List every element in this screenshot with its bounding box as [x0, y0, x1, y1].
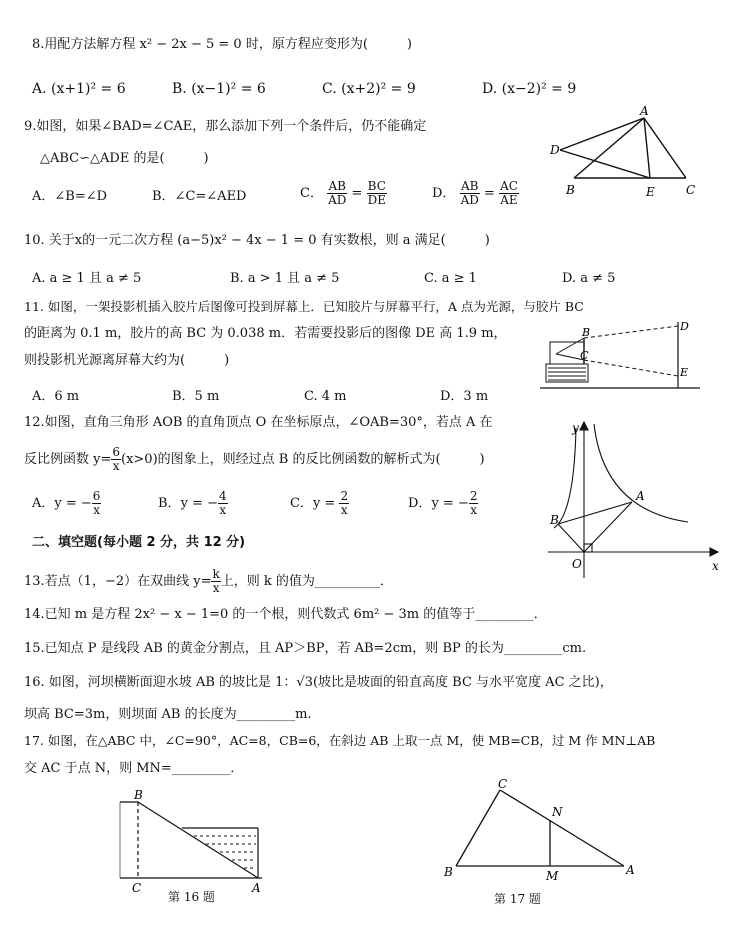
fig-16-label-b: B [134, 788, 143, 802]
q10-option-a: A. a ≥ 1 且 a ≠ 5 [32, 271, 142, 286]
q9-option-c-frac-1: $\frac{AB}{AD}$ [328, 179, 347, 207]
fig-17-label-n: N [552, 805, 563, 819]
q15: 15.已知点 P 是线段 AB 的黄金分割点，且 AP＞BP，若 AB=2cm，则 BP 的长为_________cm. [24, 641, 587, 656]
q10-option-c: C. a ≥ 1 [424, 271, 477, 286]
q10-stem: 10. 关于x的一元二次方程 (a−5)x² − 4x − 1 = 0 有实数根，则 a 满足( ) [24, 233, 490, 248]
q11-line-2: 的距离为 0.1 m，胶片的高 BC 为 0.038 m．若需要投影后的图像 DE 高 1.9 m， [24, 326, 507, 341]
q9-fig-label-c: C [686, 183, 696, 197]
q12-figure [548, 418, 724, 580]
fig-17-label-m: M [546, 869, 559, 883]
q12-option-b: B．y = − $\frac{4}{x}$ [158, 489, 227, 517]
q11-option-b: B．5 m [172, 389, 220, 404]
q12-fig-label-y: y [572, 421, 579, 435]
fig-17 [440, 776, 640, 884]
q13-frac: $\frac{k}{x}$ [212, 567, 220, 595]
q9-option-c-equals: = [351, 186, 363, 201]
q17-line-1: 17. 如图，在△ABC 中，∠C=90°，AC=8，CB=6，在斜边 AB 上取一点 M，使 MB=CB，过 M 作 MN⊥AB [24, 733, 656, 748]
q12-option-c: C．y = $\frac{2}{x}$ [290, 489, 349, 517]
q9-option-d-frac-1: $\frac{AB}{AD}$ [460, 179, 479, 207]
q9-option-b: B．∠C=∠AED [152, 189, 247, 204]
q17-line-2: 交 AC 于点 N，则 MN=_________． [24, 761, 244, 776]
q14: 14.已知 m 是方程 2x² − x − 1=0 的一个根，则代数式 6m² − 3m 的值等于_________． [24, 607, 547, 622]
q11-line-3: 则投影机光源离屏幕大约为( ) [24, 353, 230, 368]
q9-fig-label-e: E [646, 185, 655, 199]
q12-line-2-frac: $\frac{6}{x}$ [112, 445, 121, 473]
q12-line-2-post: (x>0)的图象上，则经过点 B 的反比例函数的解析式为( ) [121, 452, 485, 467]
q11-fig-label-d: D [680, 320, 689, 333]
q16-line-1: 16. 如图，河坝横断面迎水坡 AB 的坡比是 1：√3(坡比是坡面的铅直高度 BC 与水平宽度 AC 之比)， [24, 675, 613, 690]
q11-fig-label-b: B [582, 326, 591, 339]
q12-fig-label-x: x [712, 559, 719, 573]
q9-option-d-equals: = [484, 186, 495, 201]
q12-fig-label-a: A [636, 489, 645, 503]
q9-option-c-label: C． [300, 186, 323, 201]
q10-option-b: B. a > 1 且 a ≠ 5 [230, 271, 340, 286]
q13 [24, 568, 393, 595]
q9-option-c [300, 180, 387, 207]
q11-option-d: D．3 m [440, 389, 489, 404]
section-2-heading: 二、填空题(每小题 2 分，共 12 分) [32, 535, 246, 550]
q8-option-d: D. (x−2)² = 9 [482, 81, 577, 97]
q12-line-2-pre: 反比例函数 y= [24, 452, 112, 467]
q9-option-d-frac-2: $\frac{AC}{AE}$ [500, 179, 518, 207]
q9-option-d-label: D． [432, 186, 456, 201]
q9-stem-2: △ABC∽△ADE 的是( ) [40, 151, 209, 166]
q11-figure [540, 316, 700, 392]
fig-16-label-c: C [132, 881, 142, 895]
q8-option-a: A. (x+1)² = 6 [32, 81, 126, 97]
fig-17-label-a: A [626, 863, 635, 877]
q16-line-2: 坝高 BC=3m，则坝面 AB 的长度为_________m. [24, 707, 312, 722]
q9-option-d [432, 180, 519, 207]
q9-fig-label-b: B [566, 183, 575, 197]
q11-fig-label-c: C [580, 349, 589, 362]
fig-17-label-c: C [498, 777, 508, 791]
q12-fig-label-b: B [550, 513, 559, 527]
fig-16-label-a: A [252, 881, 261, 895]
q13-pre: 13.若点（1，−2）在双曲线 y= [24, 574, 212, 589]
q8-option-c: C. (x+2)² = 9 [322, 81, 416, 97]
q8-option-b: B. (x−1)² = 6 [172, 81, 266, 97]
q9-fig-label-a: A [640, 104, 649, 118]
q12-option-d: D．y = − $\frac{2}{x}$ [408, 489, 478, 517]
q11-option-c: C. 4 m [304, 389, 347, 404]
q9-option-c-frac-2: $\frac{BC}{DE}$ [367, 179, 386, 207]
q9-option-a: A．∠B=∠D [32, 189, 108, 204]
q11-option-a: A．6 m [32, 389, 80, 404]
q12-line-1: 12.如图，直角三角形 AOB 的直角顶点 O 在坐标原点，∠OAB=30°，若点 A 在 [24, 415, 493, 430]
fig-17-label-b: B [444, 865, 453, 879]
q12-line-2 [24, 446, 485, 473]
q9-figure [540, 106, 710, 202]
q12-fig-label-o: O [572, 557, 582, 571]
q9-fig-label-d: D [550, 143, 560, 157]
q9-stem: 9.如图，如果∠BAD=∠CAE，那么添加下列一个条件后，仍不能确定 [24, 119, 427, 134]
q10-option-d: D. a ≠ 5 [562, 271, 616, 286]
q11-fig-label-e: E [680, 366, 689, 379]
q13-post: 上，则 k 的值为__________． [220, 574, 393, 589]
q8-stem: 8.用配方法解方程 x² − 2x − 5 = 0 时，原方程应变形为( ) [32, 37, 412, 52]
q11-line-1: 11. 如图，一架投影机插入胶片后图像可投到屏幕上．已知胶片与屏幕平行，A 点为光源，与胶片 BC [24, 299, 584, 314]
fig-17-caption: 第 17 题 [494, 892, 541, 906]
fig-16-caption: 第 16 题 [168, 890, 215, 904]
q12-option-a: A．y = − $\frac{6}{x}$ [32, 489, 101, 517]
